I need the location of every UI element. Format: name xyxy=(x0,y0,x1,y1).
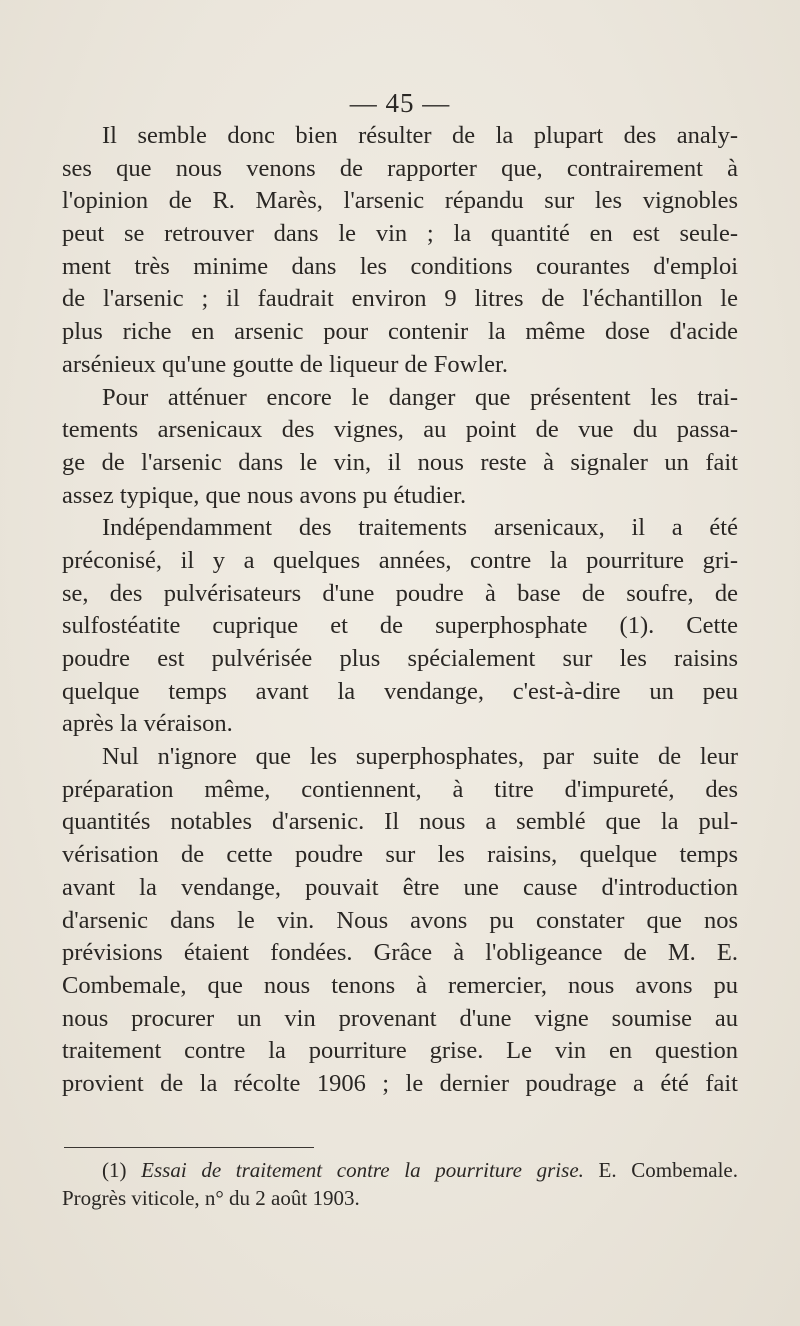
footnote-rule xyxy=(64,1147,314,1148)
text-line: ge de l'arsenic dans le vin, il nous reste à signaler un fait xyxy=(62,448,738,476)
footnote-author: E. Combemale. xyxy=(598,1158,738,1182)
footnote-line xyxy=(62,1156,738,1184)
text-line: traitement contre la pourriture grise. Le vin en question xyxy=(62,1037,738,1065)
text-line: assez typique, que nous avons pu étudier. xyxy=(62,481,467,509)
text-line: d'arsenic dans le vin. Nous avons pu constater que nos xyxy=(62,906,738,934)
text-line: l'opinion de R. Marès, l'arsenic répandu sur les vignobles xyxy=(62,187,738,215)
text-line: Combemale, que nous tenons à remercier, nous avons pu xyxy=(62,971,738,999)
body-text xyxy=(62,120,738,1101)
page-number: — 45 — xyxy=(349,88,451,118)
text-line: poudre est pulvérisée plus spécialement sur les raisins xyxy=(62,645,738,672)
text-line: Il semble donc bien résulter de la plupart des analy- xyxy=(102,122,738,149)
text-line: ses que nous venons de rapporter que, contrairement à xyxy=(62,154,738,182)
footnote xyxy=(62,1156,738,1212)
text-line: provient de la récolte 1906 ; le dernier poudrage a été fait xyxy=(62,1069,738,1097)
text-line: Nul n'ignore que les superphosphates, par suite de leur xyxy=(102,743,738,771)
text-line: Indépendamment des traitements arsenicaux, il a été xyxy=(102,514,738,542)
text-line: plus riche en arsenic pour contenir la même dose d'acide xyxy=(62,318,738,346)
text-line: ment très minime dans les conditions courantes d'emploi xyxy=(62,252,738,280)
text-line: quantités notables d'arsenic. Il nous a semblé que la pul- xyxy=(62,808,738,836)
text-line: prévisions étaient fondées. Grâce à l'obligeance de M. E. xyxy=(62,939,738,967)
text-line: de l'arsenic ; il faudrait environ 9 litres de l'échantillon le xyxy=(62,285,738,313)
footnote-title: Essai de traitement contre la pourriture grise. xyxy=(141,1158,584,1182)
text-line: tements arsenicaux des vignes, au point de vue du passa- xyxy=(62,416,738,444)
footnote-source: Progrès viticole, n° du 2 août 1903. xyxy=(62,1186,360,1210)
text-line: se, des pulvérisateurs d'une poudre à base de soufre, de xyxy=(62,579,738,607)
text-line: préconisé, il y a quelques années, contre la pourriture gri- xyxy=(62,546,738,574)
text-line: vérisation de cette poudre sur les raisins, quelque temps xyxy=(62,841,738,869)
text-line: quelque temps avant la vendange, c'est-à-dire un peu xyxy=(62,677,738,705)
text-line: avant la vendange, pouvait être une cause d'introduction xyxy=(62,873,738,901)
text-line: arsénieux qu'une goutte de liqueur de Fowler. xyxy=(62,350,508,378)
text-line: préparation même, contiennent, à titre d'impureté, des xyxy=(62,775,738,803)
text-line: nous procurer un vin provenant d'une vigne soumise au xyxy=(62,1004,738,1032)
text-line: sulfostéatite cuprique et de superphosphate (1). Cette xyxy=(62,612,738,640)
text-line: peut se retrouver dans le vin ; la quantité en est seule- xyxy=(62,220,738,248)
text-line: après la véraison. xyxy=(62,710,233,738)
text-line: Pour atténuer encore le danger que présentent les trai- xyxy=(102,383,738,411)
footnote-marker: (1) xyxy=(102,1158,127,1182)
